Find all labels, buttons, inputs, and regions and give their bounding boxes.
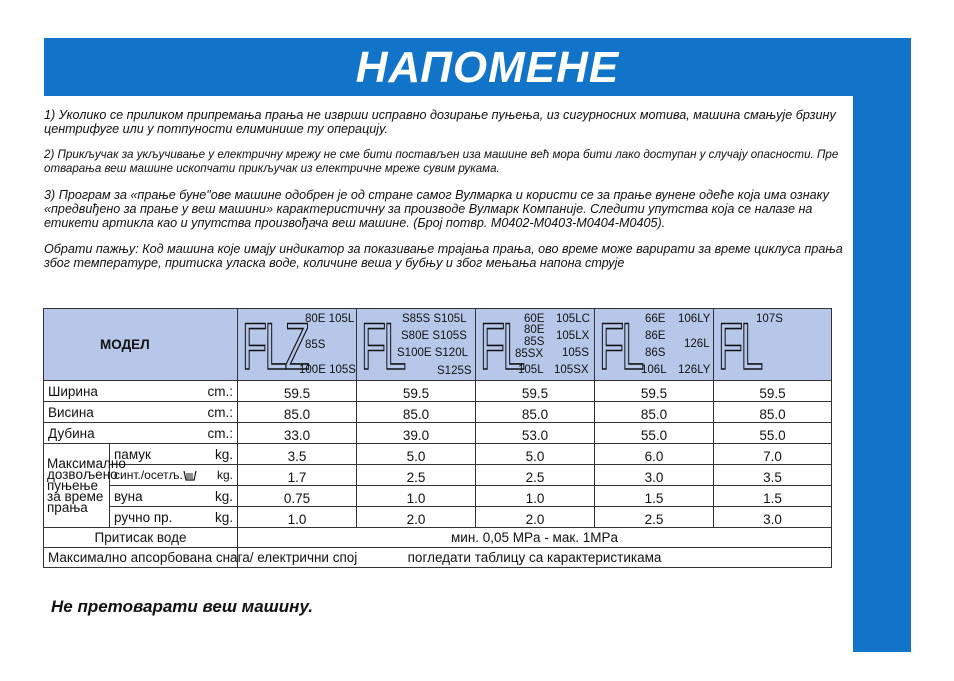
table-row (44, 507, 832, 528)
series-cell (238, 309, 357, 381)
model-name: 86E (645, 330, 666, 342)
model-name: S80E S105S (401, 330, 467, 342)
model-name: 85S (524, 336, 545, 348)
table-cell: 3.5 (238, 444, 357, 465)
table-cell: 59.5 (238, 381, 357, 402)
table-row (44, 381, 832, 402)
footer-warning: Не претоварати веш машину. (51, 597, 313, 616)
row-unit: cm.: (207, 404, 234, 420)
row-unit: kg. (215, 488, 234, 504)
power-label: Максимално апсорбована снага/ електрични спој (44, 548, 238, 568)
table-cell: 0.75 (238, 486, 357, 507)
table-cell: 85.0 (595, 402, 714, 423)
model-name: 85SX (515, 348, 544, 360)
model-name: 60E (524, 313, 545, 325)
model-name: 105SX (554, 364, 589, 376)
model-name: S125S (437, 365, 472, 377)
model-name: 80E 105L (305, 313, 355, 325)
table-row (44, 528, 832, 548)
table-cell: 6.0 (595, 444, 714, 465)
series-cell (714, 309, 832, 381)
table-header-row (44, 309, 832, 381)
table-cell: 2.0 (476, 507, 595, 528)
table-cell: 59.5 (714, 381, 832, 402)
series-name: FL (480, 309, 523, 383)
table-cell: 1.5 (595, 486, 714, 507)
model-name: 100E 105S (299, 364, 356, 376)
series-cell (595, 309, 714, 381)
capacity-label: Максимално дозвољено пуњење за време прања (44, 444, 110, 528)
model-name: 126L (684, 338, 710, 350)
pressure-value: мин. 0,05 MPa - мак. 1MPa (238, 528, 832, 548)
table-cell: 5.0 (476, 444, 595, 465)
table-cell: 55.0 (714, 423, 832, 444)
table-cell: 39.0 (357, 423, 476, 444)
model-name: 80E (524, 324, 545, 336)
row-label: Ширина (48, 383, 98, 399)
side-bar (853, 96, 911, 652)
model-name: 66E (645, 313, 666, 325)
table-cell: 2.5 (595, 507, 714, 528)
note-attention: Обрати пажњу: Код машина које имају индикатор за показивање трајања прања, ово време може варирати за време циклуса прања због температуре, притиска уласка воде, количине веша у бубњу и због мењања напона струје (44, 241, 843, 270)
table-row (44, 402, 832, 423)
table-cell: 5.0 (357, 444, 476, 465)
series-name: FL (718, 309, 761, 383)
row-unit: cm.: (207, 383, 234, 399)
row-unit: cm.: (207, 425, 234, 441)
table-cell: 2.0 (357, 507, 476, 528)
table-row (44, 465, 832, 486)
row-unit: kg. (215, 446, 234, 462)
model-name: S85S S105L (402, 313, 467, 325)
model-name: 105S (562, 347, 589, 359)
table-cell: 85.0 (238, 402, 357, 423)
table-cell: 3.0 (595, 465, 714, 486)
model-name: 126LY (678, 364, 711, 376)
series-cell (357, 309, 476, 381)
series-name: FLZ (242, 309, 308, 383)
power-value: погледати таблицу са карактеристикама (238, 548, 832, 568)
model-name: 106L (641, 364, 667, 376)
pressure-label: Притисак воде (44, 528, 238, 548)
row-label: синт./осетљ. (114, 467, 183, 482)
table-cell: 1.5 (714, 486, 832, 507)
table-cell: 53.0 (476, 423, 595, 444)
table-cell: 59.5 (357, 381, 476, 402)
spec-table (43, 308, 832, 568)
table-row (44, 486, 832, 507)
series-cell (476, 309, 595, 381)
table-cell: 1.0 (476, 486, 595, 507)
header-bar (44, 38, 911, 96)
row-unit: kg. (215, 509, 234, 525)
table-cell: 2.5 (357, 465, 476, 486)
wash-symbol-icon (183, 468, 197, 482)
table-cell: 85.0 (357, 402, 476, 423)
table-row (44, 423, 832, 444)
table-row (44, 548, 832, 568)
table-cell: 85.0 (714, 402, 832, 423)
table-cell: 1.0 (357, 486, 476, 507)
model-name: 105LX (556, 330, 590, 342)
model-label: МОДЕЛ (44, 309, 238, 381)
note-3: 3) Програм за «прање буне"ове машине одобрен је од стране самог Вулмарка и користи се за прање вунене одеће која има ознаку «предвиђено за прање у веш машини» карактеристичну за производе Вулмарк Компаније. Следити упутства која се налазе на етикети артикла као и упутства произвођача веш машине. (Број потвр. М0402-М0403-М0404-М0405). (44, 187, 829, 231)
model-name: 86S (645, 347, 666, 359)
model-name: 106LY (678, 313, 711, 325)
table-row (44, 444, 832, 465)
row-label: вуна (114, 488, 143, 504)
table-cell: 55.0 (595, 423, 714, 444)
row-label: Дубина (48, 425, 95, 441)
table-cell: 3.0 (714, 507, 832, 528)
model-name: 105L (518, 364, 544, 376)
page-title: НАПОМЕНЕ (355, 43, 620, 92)
notes-section (44, 108, 844, 270)
series-name: FL (599, 309, 642, 383)
table-cell: 1.0 (238, 507, 357, 528)
model-name: 105LC (556, 313, 590, 325)
model-name: 85S (305, 339, 326, 351)
table-cell: 85.0 (476, 402, 595, 423)
table-cell: 33.0 (238, 423, 357, 444)
table-cell: 59.5 (476, 381, 595, 402)
note-2: 2) Прикључак за укључивање у електричну мрежу не сме бити постављен иза машине већ мора бити лако доступан у случају опасности. Пре отварања веш машине ископчати прикључак из електричне мреже сувим рукама. (44, 147, 839, 176)
table-cell: 2.5 (476, 465, 595, 486)
series-name: FL (361, 309, 404, 383)
model-name: 107S (756, 313, 783, 325)
row-unit: kg. (217, 467, 234, 482)
row-label: ручно пр. (114, 509, 173, 525)
row-label: памук (114, 446, 151, 462)
table-cell: 1.7 (238, 465, 357, 486)
note-1: 1) Уколико се приликом припремања прања не изврши исправно дозирање пуњења, из сигурносних мотива, машина смањује брзину центрифуге или у потпуности елиминише ту операцију. (44, 108, 836, 137)
row-label: Висина (48, 404, 94, 420)
table-cell: 3.5 (714, 465, 832, 486)
table-cell: 59.5 (595, 381, 714, 402)
model-name: S100E S120L (397, 347, 468, 359)
table-cell: 7.0 (714, 444, 832, 465)
